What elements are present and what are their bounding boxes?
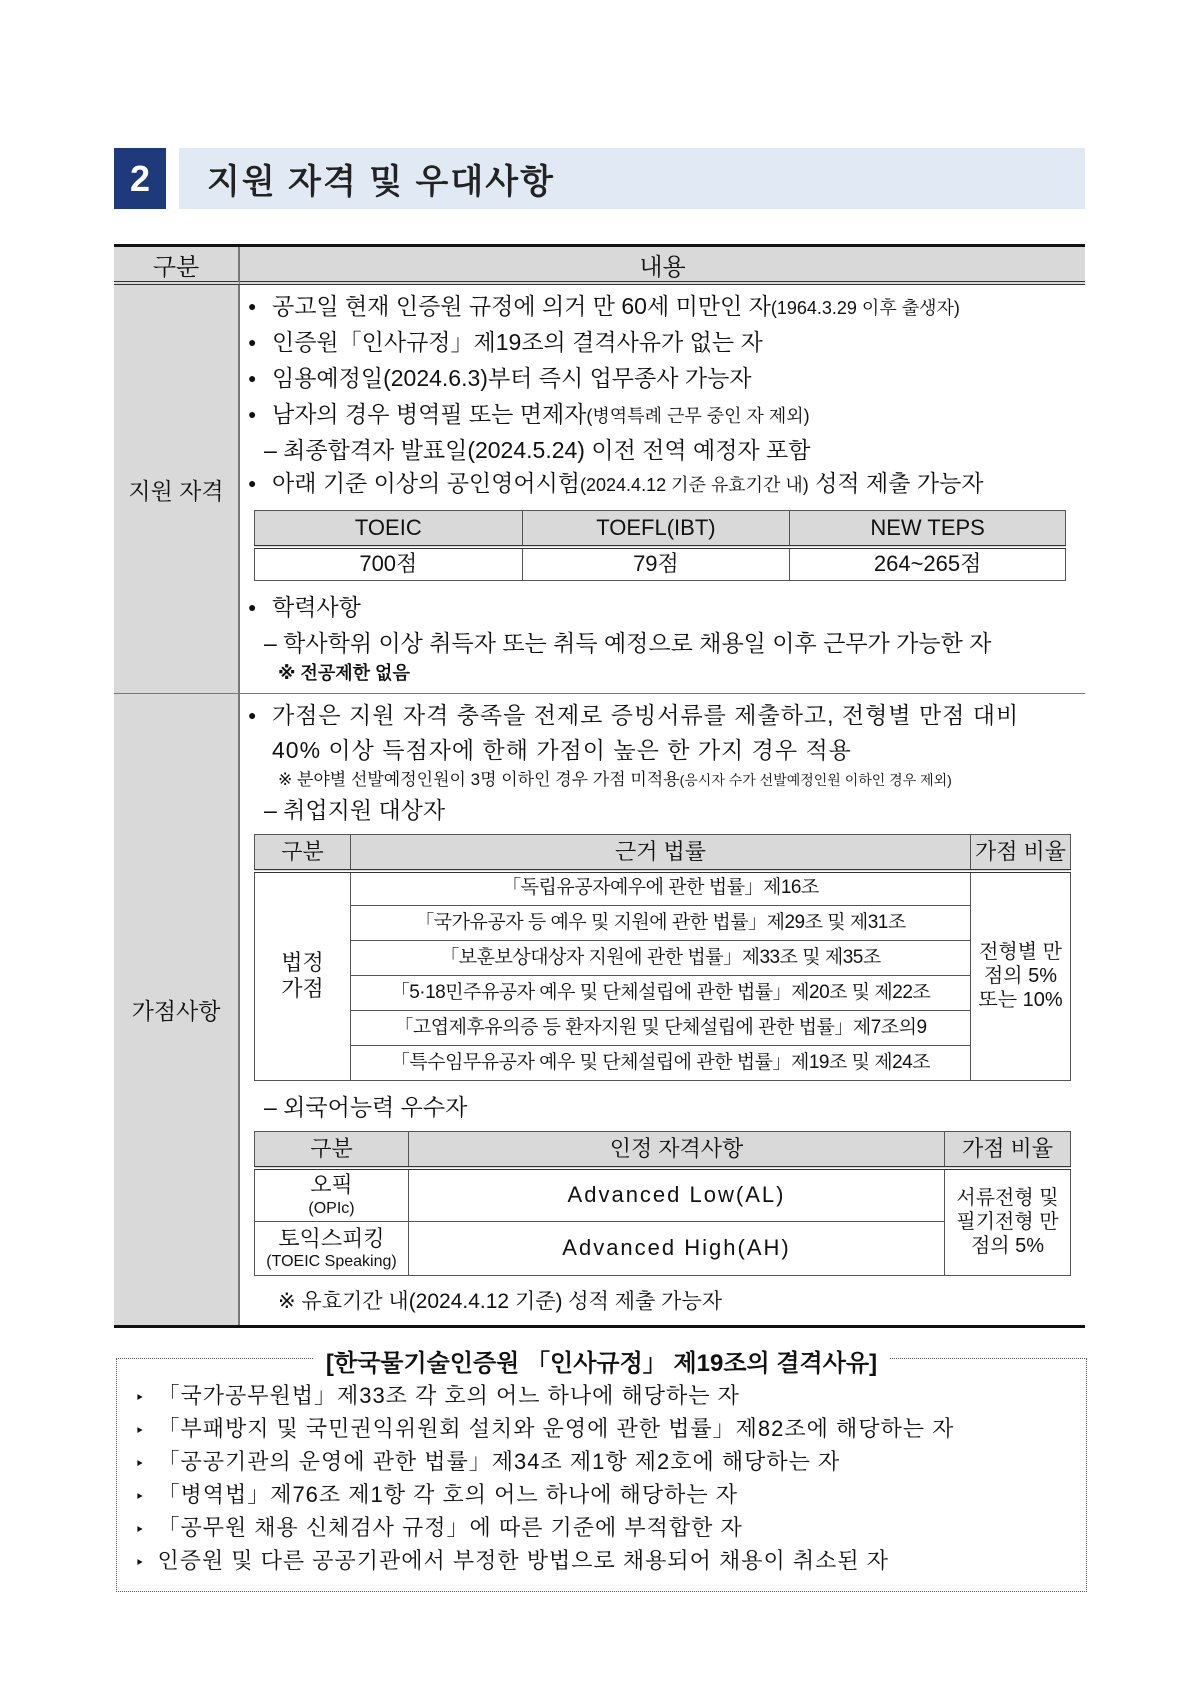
disqualification-item: ‣ 인증원 및 다른 공공기관에서 부정한 방법으로 채용되어 채용이 취소된 자 bbox=[135, 1546, 1068, 1579]
bonus-intro: ● 가점은 지원 자격 충족을 전제로 증빙서류를 제출하고, 전형별 만점 대비 40% 이상 득점자에 한해 가점이 높은 한 가지 경우 적용 bbox=[248, 699, 1075, 766]
english-score-table bbox=[254, 510, 1066, 581]
section-number-badge: 2 bbox=[114, 148, 166, 209]
eligibility-line: ● 공고일 현재 인증원 규정에 의거 만 60세 미만인 자(1964.3.29 이후 출생자) bbox=[248, 290, 1075, 325]
disqualification-box bbox=[116, 1350, 1087, 1592]
td-test: 토익스피킹 (TOEIC Speaking) bbox=[255, 1222, 409, 1276]
eligibility-subline: – 최종합격자 발표일(2024.5.24) 이전 전역 예정자 포함 bbox=[264, 437, 811, 463]
td-law: 「고엽제후유의증 등 환자지원 및 단체설립에 관한 법률」제7조의9 bbox=[351, 1011, 971, 1046]
td-law: 「5·18민주유공자 예우 및 단체설립에 관한 법률」제20조 및 제22조 bbox=[351, 976, 971, 1011]
eligibility-line: ● 임용예정일(2024.6.3)부터 즉시 업무종사 가능자 bbox=[248, 362, 1075, 397]
th-ratio: 가점 비율 bbox=[945, 1132, 1071, 1168]
disqualification-item: ‣ 「공무원 채용 신체검사 규정」에 따른 기준에 부적합한 자 bbox=[135, 1513, 1068, 1546]
th-category: 구분 bbox=[255, 1132, 409, 1168]
language-table bbox=[254, 1131, 1071, 1276]
eligibility-line: ● 아래 기준 이상의 공인영어시험(2024.4.12 기준 유효기간 내) 성적 제출 가능자 bbox=[248, 467, 1075, 502]
eligibility-line: ● 남자의 경우 병역필 또는 면제자(병역특례 근무 중인 자 제외) bbox=[248, 398, 1075, 433]
disqualification-item: ‣ 「공공기관의 운영에 관한 법률」제34조 제1항 제2호에 해당하는 자 bbox=[135, 1447, 1068, 1480]
disqualification-item: ‣ 「국가공무원법」제33조 각 호의 어느 하나에 해당하는 자 bbox=[135, 1381, 1068, 1414]
th-law: 근거 법률 bbox=[351, 835, 971, 871]
th-toefl: TOEFL(IBT) bbox=[522, 511, 790, 547]
disqualification-item: ‣ 「병역법」제76조 제1항 각 호의 어느 하나에 해당하는 자 bbox=[135, 1480, 1068, 1513]
bonus-note: ※ 분야별 선발예정인원이 3명 이하인 경우 가점 미적용(응시자 수가 선발예정인원 이하인 경우 제외) bbox=[278, 770, 952, 789]
th-ratio: 가점 비율 bbox=[971, 835, 1071, 871]
row-label-bonus: 가점사항 bbox=[114, 694, 240, 1325]
td-ratio: 전형별 만점의 5% 또는 10% bbox=[971, 871, 1071, 1081]
language-title: – 외국어능력 우수자 bbox=[264, 1094, 468, 1120]
section-header bbox=[114, 148, 1085, 209]
td-category: 법정 가점 bbox=[255, 871, 351, 1081]
header-content: 내용 bbox=[240, 247, 1085, 285]
td-law: 「독립유공자예우에 관한 법률」제16조 bbox=[351, 871, 971, 906]
td-law: 「국가유공자 등 예우 및 지원에 관한 법률」제29조 및 제31조 bbox=[351, 906, 971, 941]
disqualification-title: [한국물기술인증원 「인사규정」 제19조의 결격사유] bbox=[314, 1350, 889, 1377]
eligibility-line: ● 인증원「인사규정」제19조의 결격사유가 없는 자 bbox=[248, 326, 1075, 361]
disqualification-item: ‣ 「부패방지 및 국민권익위원회 설치와 운영에 관한 법률」제82조에 해당하는 자 bbox=[135, 1414, 1068, 1447]
th-toeic: TOEIC bbox=[255, 511, 523, 547]
employment-support-table bbox=[254, 834, 1071, 1081]
education-title: ● 학력사항 bbox=[248, 591, 1075, 626]
th-category: 구분 bbox=[255, 835, 351, 871]
td-level: Advanced High(AH) bbox=[409, 1222, 945, 1276]
td-ratio: 서류전형 및 필기전형 만점의 5% bbox=[945, 1168, 1071, 1276]
education-detail: – 학사학위 이상 취득자 또는 취득 예정으로 채용일 이후 근무가 가능한 자 bbox=[264, 630, 992, 656]
td-toeic: 700점 bbox=[255, 547, 523, 581]
employment-title: – 취업지원 대상자 bbox=[264, 797, 446, 823]
td-test: 오픽 (OPIc) bbox=[255, 1168, 409, 1222]
row-label-eligibility: 지원 자격 bbox=[114, 285, 240, 694]
th-teps: NEW TEPS bbox=[790, 511, 1066, 547]
education-note: ※ 전공제한 없음 bbox=[278, 663, 410, 683]
section-title: 지원 자격 및 우대사항 bbox=[179, 148, 1085, 209]
language-footnote: ※ 유효기간 내(2024.4.12 기준) 성적 제출 가능자 bbox=[278, 1290, 723, 1313]
td-teps: 264~265점 bbox=[790, 547, 1066, 581]
bonus-content bbox=[240, 694, 1085, 1325]
td-law: 「특수임무유공자 예우 및 단체설립에 관한 법률」제19조 및 제24조 bbox=[351, 1046, 971, 1081]
td-toefl: 79점 bbox=[522, 547, 790, 581]
bonus-intro-2: 대비 40% 이상 득점자에 한해 가점이 높은 한 가지 경우 적용 bbox=[272, 702, 1020, 763]
td-level: Advanced Low(AL) bbox=[409, 1168, 945, 1222]
qualification-table bbox=[114, 244, 1085, 1328]
th-qualification: 인정 자격사항 bbox=[409, 1132, 945, 1168]
eligibility-content bbox=[240, 285, 1085, 694]
header-category: 구분 bbox=[114, 247, 240, 285]
td-law: 「보훈보상대상자 지원에 관한 법률」제33조 및 제35조 bbox=[351, 941, 971, 976]
